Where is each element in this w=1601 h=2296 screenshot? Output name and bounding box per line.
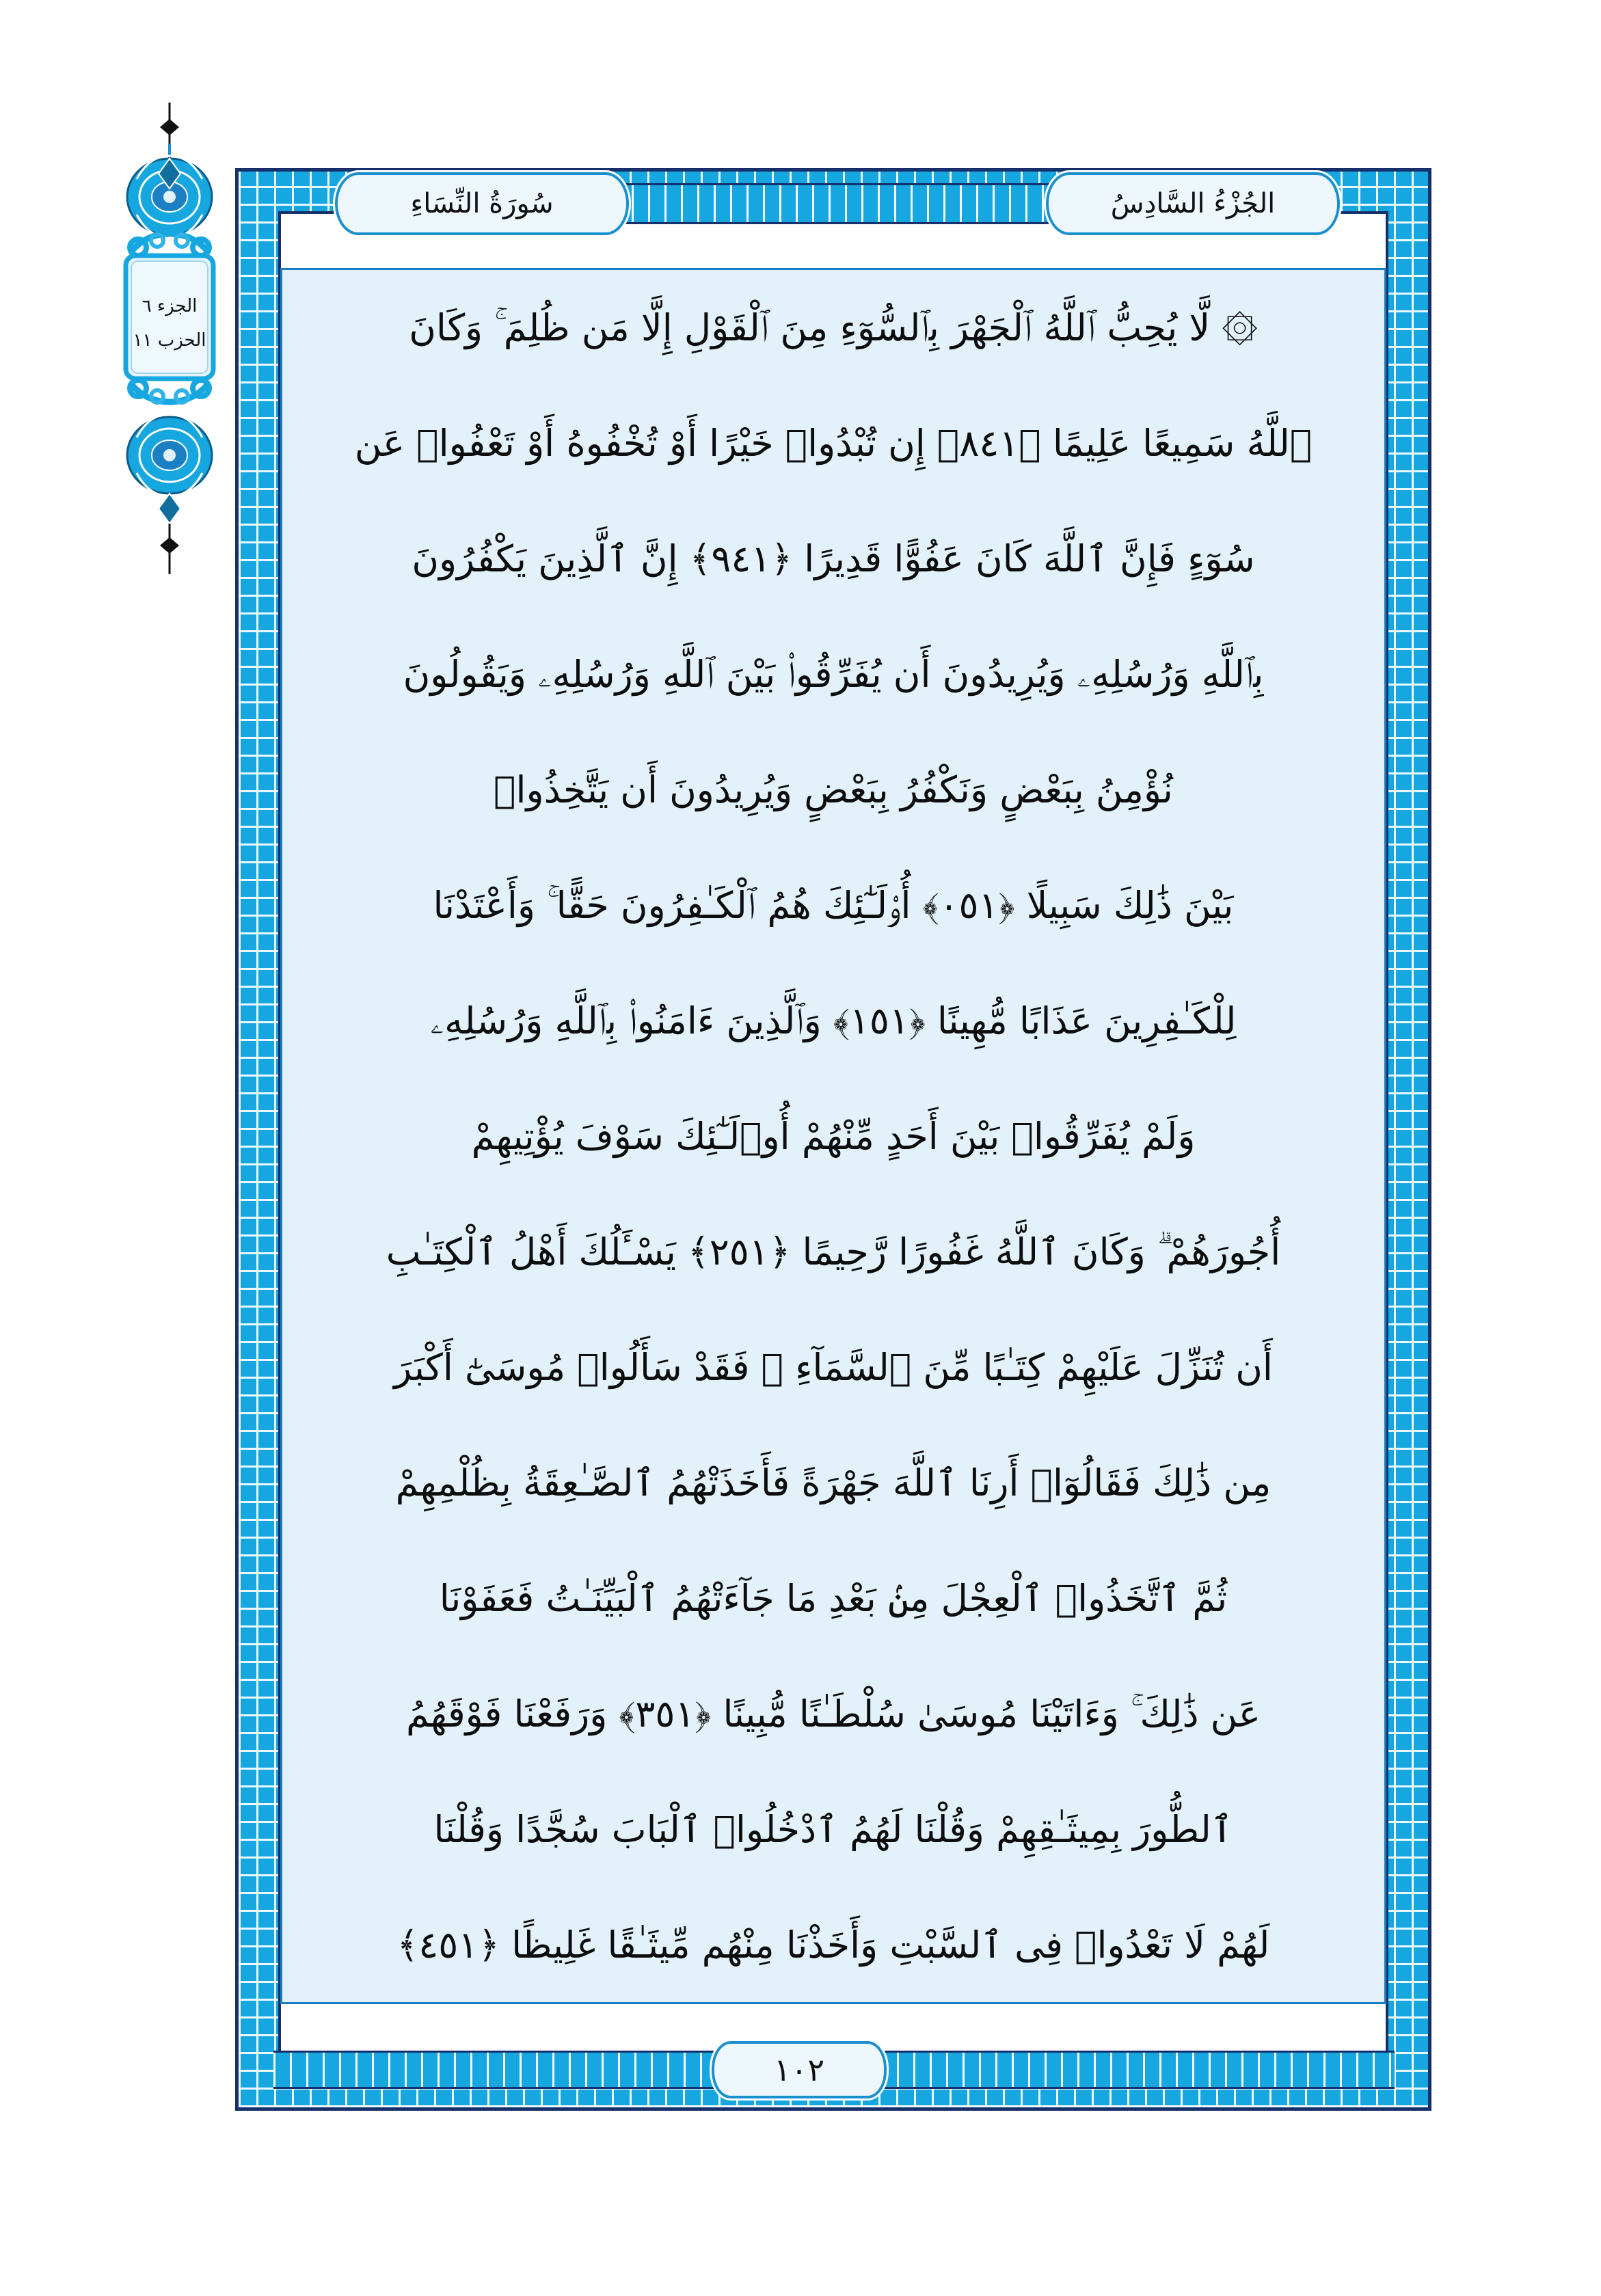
surah-name-cartouche: [335, 172, 629, 235]
quran-line: نُؤْمِنُ بِبَعْضٍ وَنَكْفُرُ بِبَعْضٍ وَيُرِيدُونَ أَن يَتَّخِذُوا۟: [494, 768, 1173, 811]
quran-line: مِن ذَٰلِكَ فَقَالُوٓا۟ أَرِنَا ٱللَّهَ جَهْرَةً فَأَخَذَتْهُمُ ٱلصَّـٰعِقَةُ بِظُلْمِهِمْ: [395, 1461, 1272, 1504]
header-ornament-band: [615, 183, 1060, 224]
quran-line: ۞ لَّا يُحِبُّ ٱللَّهُ ٱلْجَهْرَ بِٱلسُّوٓءِ مِنَ ٱلْقَوْلِ إِلَّا مَن ظُلِمَ ۚ وَكَانَ: [409, 306, 1258, 349]
quran-line: عَن ذَٰلِكَ ۚ وَءَاتَيْنَا مُوسَىٰ سُلْطَـٰنًا مُّبِينًا ﴿١٥٣﴾ وَرَفَعْنَا فَوْقَهُمُ: [405, 1692, 1261, 1735]
quran-line: لَهُمْ لَا تَعْدُوا۟ فِى ٱلسَّبْتِ وَأَخَذْنَا مِنْهُم مِّيثَـٰقًا غَلِيظًا ﴿١٥٤﴾: [396, 1923, 1270, 1967]
quran-line: بَيْنَ ذَٰلِكَ سَبِيلًا ﴿١٥٠﴾ أُو۟لَـٰٓئِكَ هُمُ ٱلْكَـٰفِرُونَ حَقًّا ۚ وَأَعْتَدْنَا: [433, 884, 1234, 927]
quran-line: بِٱللَّهِ وَرُسُلِهِۦ وَيُرِيدُونَ أَن يُفَرِّقُوا۟ بَيْنَ ٱللَّهِ وَرُسُلِهِۦ وَيَقُولُونَ: [403, 653, 1264, 696]
page-number-text: ١٠٢: [773, 2051, 825, 2088]
quran-line: سُوٓءٍ فَإِنَّ ٱللَّهَ كَانَ عَفُوًّا قَدِيرًا ﴿١٤٩﴾ إِنَّ ٱلَّذِينَ يَكْفُرُونَ: [412, 537, 1255, 580]
margin-ornament: [122, 103, 217, 581]
quran-line: وَلَمْ يُفَرِّقُوا۟ بَيْنَ أَحَدٍ مِّنْهُمْ أُو۟لَـٰٓئِكَ سَوْفَ يُؤْتِيهِمْ: [471, 1115, 1196, 1158]
medallion-hizb-label: الحزب ١١: [133, 330, 206, 351]
page-number-cartouche: [712, 2041, 887, 2098]
quran-text-panel: [280, 268, 1386, 2004]
juz-name-cartouche: [1046, 172, 1340, 235]
quran-line: ٱلطُّورَ بِمِيثَـٰقِهِمْ وَقُلْنَا لَهُمُ ٱدْخُلُوا۟ ٱلْبَابَ سُجَّدًا وَقُلْنَا: [433, 1808, 1233, 1851]
quran-line: أَن تُنَزِّلَ عَلَيْهِمْ كِتَـٰبًا مِّنَ ٱلسَّمَآءِ ۚ فَقَدْ سَأَلُوا۟ مُوسَىٰٓ أَكْبَرَ: [394, 1346, 1273, 1389]
quran-line: أُجُورَهُمْ ۗ وَكَانَ ٱللَّهُ غَفُورًا رَّحِيمًا ﴿١٥٢﴾ يَسْـَٔلُكَ أَهْلُ ٱلْكِتَـٰبِ: [386, 1230, 1281, 1273]
quran-line: لِلْكَـٰفِرِينَ عَذَابًا مُّهِينًا ﴿١٥١﴾ وَٱلَّذِينَ ءَامَنُوا۟ بِٱللَّهِ وَرُسُلِهِۦ: [430, 999, 1237, 1042]
margin-ornament-svg: [122, 103, 217, 581]
juz-name-text: الجُزْءُ السَّادِسُ: [1110, 188, 1276, 219]
surah-name-text: سُورَةُ النِّسَاءِ: [410, 188, 554, 219]
quran-line: ٱللَّهُ سَمِيعًا عَلِيمًا ﴿١٤٨﴾ إِن تُبْدُوا۟ خَيْرًا أَوْ تُخْفُوهُ أَوْ تَعْفُوا۟ عَن: [354, 422, 1313, 465]
quran-line: ثُمَّ ٱتَّخَذُوا۟ ٱلْعِجْلَ مِنۢ بَعْدِ مَا جَآءَتْهُمُ ٱلْبَيِّنَـٰتُ فَعَفَوْنَا: [439, 1577, 1228, 1620]
medallion-juz-label: الجزء ٦: [142, 296, 198, 316]
